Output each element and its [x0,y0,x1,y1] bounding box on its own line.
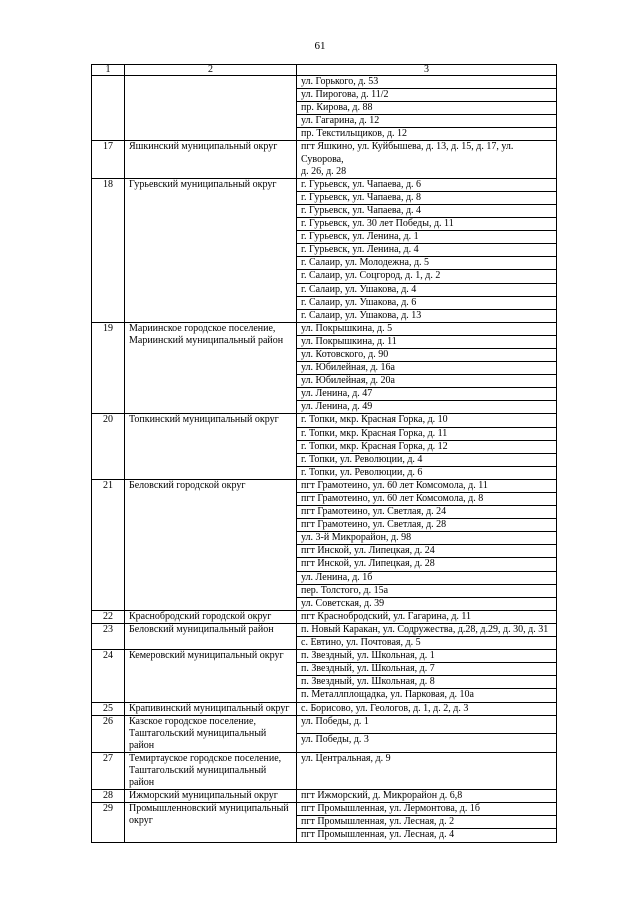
address-cell [297,610,557,623]
registry-table-body [92,65,557,843]
address-line: с. Борисово, ул. Геологов, д. 1, д. 2, д. 3 [301,702,469,714]
address-line: ул. Советская, д. 39 [301,597,385,609]
column-number: 3 [297,65,557,76]
address-cell [297,270,557,283]
table-row [92,623,557,636]
address-cell [297,558,557,571]
address-cell [297,178,557,191]
row-number [92,76,125,141]
column-numbers-row [92,65,557,76]
address-line: г. Топки, мкр. Красная Горка, д. 11 [301,427,448,439]
registry-table [91,64,557,843]
address-line: пгт Промышленная, ул. Лесная, д. 2 [301,816,455,828]
address-cell [297,803,557,816]
municipality-name: Яшкинский муниципальный округ [125,141,297,178]
address-line: ул. Котовского, д. 90 [301,348,389,360]
row-number: 28 [92,790,125,803]
municipality-name: Мариинское городское поселение, Мариинский муниципальный район [125,322,297,414]
address-cell [297,102,557,115]
municipality-name: Темиртауское городское поселение, Таштагольский муниципальный район [125,752,297,789]
municipality-name: Краснобродский городской округ [125,610,297,623]
address-cell [297,571,557,584]
page-number: 61 [314,40,326,52]
address-cell [297,734,557,753]
row-number: 19 [92,322,125,414]
address-line: г. Салаир, ул. Ушакова, д. 4 [301,283,417,295]
address-cell [297,623,557,636]
address-line: ул. Победы, д. 1 [301,715,369,727]
table-row [92,610,557,623]
address-cell [297,115,557,128]
municipality-name: Топкинский муниципальный округ [125,414,297,479]
municipality-name: Беловский муниципальный район [125,623,297,649]
row-number: 24 [92,650,125,702]
table-row [92,803,557,816]
address-line: ул. Горького, д. 53 [301,76,379,87]
table-row [92,178,557,191]
row-number: 25 [92,702,125,715]
address-cell [297,89,557,102]
address-line: пгт Ижморский, д. Микрорайон д. 6,8 [301,790,463,802]
table-row [92,141,557,178]
table-row [92,414,557,427]
municipality-name: Казское городское поселение, Таштагольский муниципальный район [125,715,297,752]
address-cell [297,76,557,89]
address-line: ул. Центральная, д. 9 [301,752,391,764]
address-line: с. Евтино, ул. Почтовая, д. 5 [301,637,421,649]
address-line: пгт Грамотеино, ул. Светлая, д. 28 [301,519,447,531]
address-cell [297,244,557,257]
address-line: ул. Ленина, д. 1б [301,571,373,583]
address-line: г. Гурьевск, ул. Чапаева, д. 6 [301,178,422,190]
address-line: пгт Грамотеино, ул. Светлая, д. 24 [301,506,447,518]
municipality-name: Беловский городской округ [125,479,297,610]
address-line: г. Салаир, ул. Ушакова, д. 13 [301,309,422,321]
address-cell [297,204,557,217]
address-line: ул. 3-й Микрорайон, д. 98 [301,532,412,544]
address-line: пр. Кирова, д. 88 [301,102,373,114]
address-cell [297,231,557,244]
row-number: 21 [92,479,125,610]
address-cell [297,715,557,734]
table-row [92,715,557,734]
address-line: ул. Покрышкина, д. 11 [301,335,397,347]
address-cell [297,388,557,401]
address-line: п. Звездный, ул. Школьная, д. 8 [301,676,435,688]
address-line: г. Гурьевск, ул. Ленина, д. 1 [301,231,419,243]
address-line: п. Металлплощадка, ул. Парковая, д. 10а [301,689,474,701]
address-line: пгт Яшкино, ул. Куйбышева, д. 13, д. 15, д. 17, ул. Суворова, [301,141,514,165]
address-cell [297,283,557,296]
address-line: ул. Ленина, д. 47 [301,388,373,400]
address-cell [297,427,557,440]
address-cell [297,257,557,270]
row-number: 23 [92,623,125,649]
municipality-name: Промышленновский муниципальный округ [125,803,297,842]
address-line: пгт Краснобродский, ул. Гагарина, д. 11 [301,610,472,622]
address-cell [297,752,557,789]
address-cell [297,519,557,532]
address-cell [297,348,557,361]
address-line: г. Топки, мкр. Красная Горка, д. 12 [301,440,448,452]
address-cell [297,829,557,842]
table-row [92,76,557,89]
address-line: г. Топки, ул. Революции, д. 6 [301,466,423,478]
address-cell [297,506,557,519]
row-number: 27 [92,752,125,789]
address-line: пгт Инской, ул. Липецкая, д. 24 [301,545,435,557]
address-cell [297,128,557,141]
address-line: г. Салаир, ул. Ушакова, д. 6 [301,296,417,308]
address-line: г. Гурьевск, ул. 30 лет Победы, д. 11 [301,218,454,230]
address-cell [297,702,557,715]
address-cell [297,637,557,650]
address-cell [297,141,557,178]
column-number: 1 [92,65,125,76]
address-cell [297,676,557,689]
address-cell [297,479,557,492]
address-line: ул. Покрышкина, д. 5 [301,322,393,334]
table-row [92,650,557,663]
address-cell [297,296,557,309]
address-line: п. Новый Каракан, ул. Содружества, д.28, д.29, д. 30, д. 31 [301,623,549,635]
address-cell [297,689,557,702]
address-cell [297,466,557,479]
row-number: 18 [92,178,125,322]
address-cell [297,493,557,506]
municipality-name [125,76,297,141]
address-line: г. Гурьевск, ул. Чапаева, д. 8 [301,191,422,203]
municipality-name: Крапивинский муниципальный округ [125,702,297,715]
row-number: 22 [92,610,125,623]
address-cell [297,362,557,375]
address-line: пгт Инской, ул. Липецкая, д. 28 [301,558,435,570]
municipality-name: Ижморский муниципальный округ [125,790,297,803]
table-row [92,702,557,715]
address-line: ул. Юбилейная, д. 16а [301,362,395,374]
address-cell [297,584,557,597]
table-row [92,322,557,335]
address-cell [297,440,557,453]
address-cell [297,309,557,322]
row-number: 29 [92,803,125,842]
table-row [92,790,557,803]
address-cell [297,414,557,427]
address-line: ул. Гагарина, д. 12 [301,115,380,127]
address-cell [297,816,557,829]
address-cell [297,453,557,466]
address-line: п. Звездный, ул. Школьная, д. 1 [301,650,435,662]
table-row [92,479,557,492]
address-line: ул. Пирогова, д. 11/2 [301,89,389,101]
address-cell [297,545,557,558]
row-number: 17 [92,141,125,178]
address-line: г. Гурьевск, ул. Ленина, д. 4 [301,244,419,256]
address-cell [297,218,557,231]
address-cell [297,191,557,204]
municipality-name: Гурьевский муниципальный округ [125,178,297,322]
address-line: д. 26, д. 28 [301,165,347,177]
address-cell [297,532,557,545]
address-line: пр. Текстильщиков, д. 12 [301,128,408,140]
address-line: ул. Юбилейная, д. 20а [301,375,395,387]
address-cell [297,401,557,414]
municipality-name: Кемеровский муниципальный округ [125,650,297,702]
address-line: пгт Грамотеино, ул. 60 лет Комсомола, д. 8 [301,493,484,504]
address-line: п. Звездный, ул. Школьная, д. 7 [301,663,435,675]
address-line: г. Салаир, ул. Соцгород, д. 1, д. 2 [301,270,441,282]
address-cell [297,650,557,663]
table-row [92,752,557,789]
address-cell [297,790,557,803]
row-number: 26 [92,715,125,752]
address-line: г. Гурьевск, ул. Чапаева, д. 4 [301,204,422,216]
address-line: г. Топки, ул. Революции, д. 4 [301,453,423,465]
address-cell [297,663,557,676]
address-cell [297,322,557,335]
address-line: г. Салаир, ул. Молодежна, д. 5 [301,257,430,269]
address-cell [297,375,557,388]
address-line: пгт Грамотеино, ул. 60 лет Комсомола, д. 11 [301,479,488,491]
address-line: ул. Победы, д. 3 [301,734,369,746]
address-line: пгт Промышленная, ул. Лесная, д. 4 [301,829,455,841]
address-cell [297,597,557,610]
column-number: 2 [125,65,297,76]
address-cell [297,335,557,348]
row-number: 20 [92,414,125,479]
address-line: пгт Промышленная, ул. Лермонтова, д. 1б [301,803,480,815]
address-line: пер. Толстого, д. 15а [301,584,389,596]
address-line: г. Топки, мкр. Красная Горка, д. 10 [301,414,448,426]
address-line: ул. Ленина, д. 49 [301,401,373,413]
